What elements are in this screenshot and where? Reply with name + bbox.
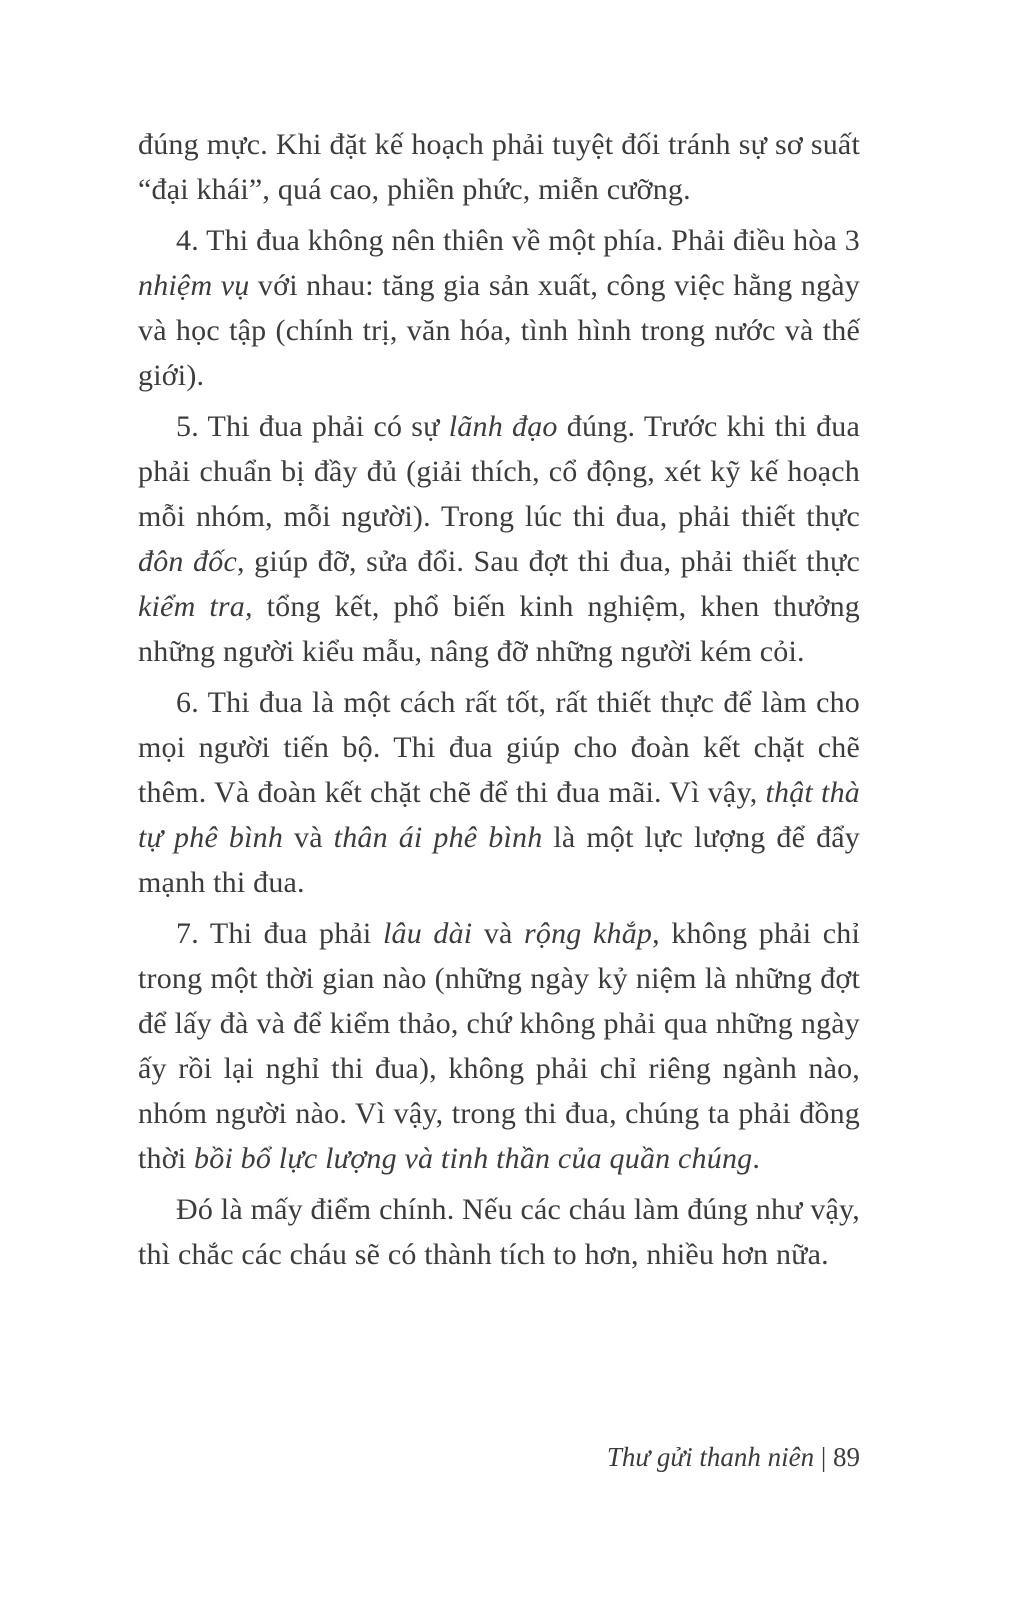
italic-text-run: đôn đốc <box>138 545 237 578</box>
text-run: đúng. Trước khi thi đua phải chuẩn bị đầy đủ (giải thích, cổ động, xét kỹ kế hoạch mỗi nhóm, mỗi người). Trong lúc thi đua, phải thiết thực <box>138 410 861 533</box>
italic-text-run: thật thà tự phê bình <box>138 776 860 854</box>
italic-text-run: lãnh đạo <box>448 410 558 443</box>
text-run: tổng kết, phổ biến kinh nghiệm, khen thưởng những người kiểu mẫu, nâng đỡ những người kém cỏi. <box>138 590 860 668</box>
text-run: 4. Thi đua không nên thiên về một phía. Phải điều hòa 3 <box>176 224 860 257</box>
italic-text-run: Thư gửi thanh niên <box>606 1442 815 1472</box>
text-column <box>138 122 860 1283</box>
paragraph <box>138 218 860 398</box>
page-footer <box>138 1440 860 1474</box>
italic-text-run: rộng khắp <box>524 917 653 950</box>
italic-text-run: kiểm tra, <box>138 590 253 623</box>
italic-text-run: thân ái phê bình <box>333 821 543 854</box>
text-run: . <box>752 1142 761 1175</box>
text-run: 7. Thi đua phải <box>176 917 383 950</box>
text-run: Đó là mấy điểm chính. Nếu các cháu làm đúng như vậy, thì chắc các cháu sẽ có thành tích to hơn, nhiều hơn nữa. <box>138 1193 860 1271</box>
paragraph <box>138 122 860 212</box>
text-run: 5. Thi đua phải có sự <box>176 410 449 443</box>
paragraph <box>138 911 860 1181</box>
paragraph <box>138 1187 860 1277</box>
text-run: với nhau: tăng gia sản xuất, công việc hằng ngày và học tập (chính trị, văn hóa, tình hình trong nước và thế giới). <box>138 269 860 392</box>
text-run: đúng mực. Khi đặt kế hoạch phải tuyệt đối tránh sự sơ suất “đại khái”, quá cao, phiền phức, miễn cưỡng. <box>138 128 860 206</box>
text-run: , không phải chỉ trong một thời gian nào (những ngày kỷ niệm là những đợt để lấy đà và để kiểm thảo, chứ không phải qua những ngày ấy rồi lại nghỉ thi đua), không phải chỉ riêng ngành nào, nhóm người nào. Vì vậy, trong thi đua, chúng ta phải đồng thời <box>138 917 860 1175</box>
text-run: , giúp đỡ, sửa đổi. Sau đợt thi đua, phải thiết thực <box>236 545 860 578</box>
italic-text-run: lâu dài <box>382 917 473 950</box>
italic-text-run: bồi bổ lực lượng và tinh thần của quần chúng <box>194 1142 753 1175</box>
text-run: là một lực lượng để đẩy mạnh thi đua. <box>138 821 860 899</box>
italic-text-run: nhiệm vụ <box>138 269 250 302</box>
text-run: và <box>283 821 334 854</box>
text-run: và <box>472 917 525 950</box>
paragraph <box>138 680 860 905</box>
text-run: | 89 <box>814 1442 860 1472</box>
text-run: 6. Thi đua là một cách rất tốt, rất thiết thực để làm cho mọi người tiến bộ. Thi đua giúp cho đoàn kết chặt chẽ thêm. Và đoàn kết chặt chẽ để thi đua mãi. Vì vậy, <box>138 686 860 809</box>
paragraph <box>138 404 860 674</box>
